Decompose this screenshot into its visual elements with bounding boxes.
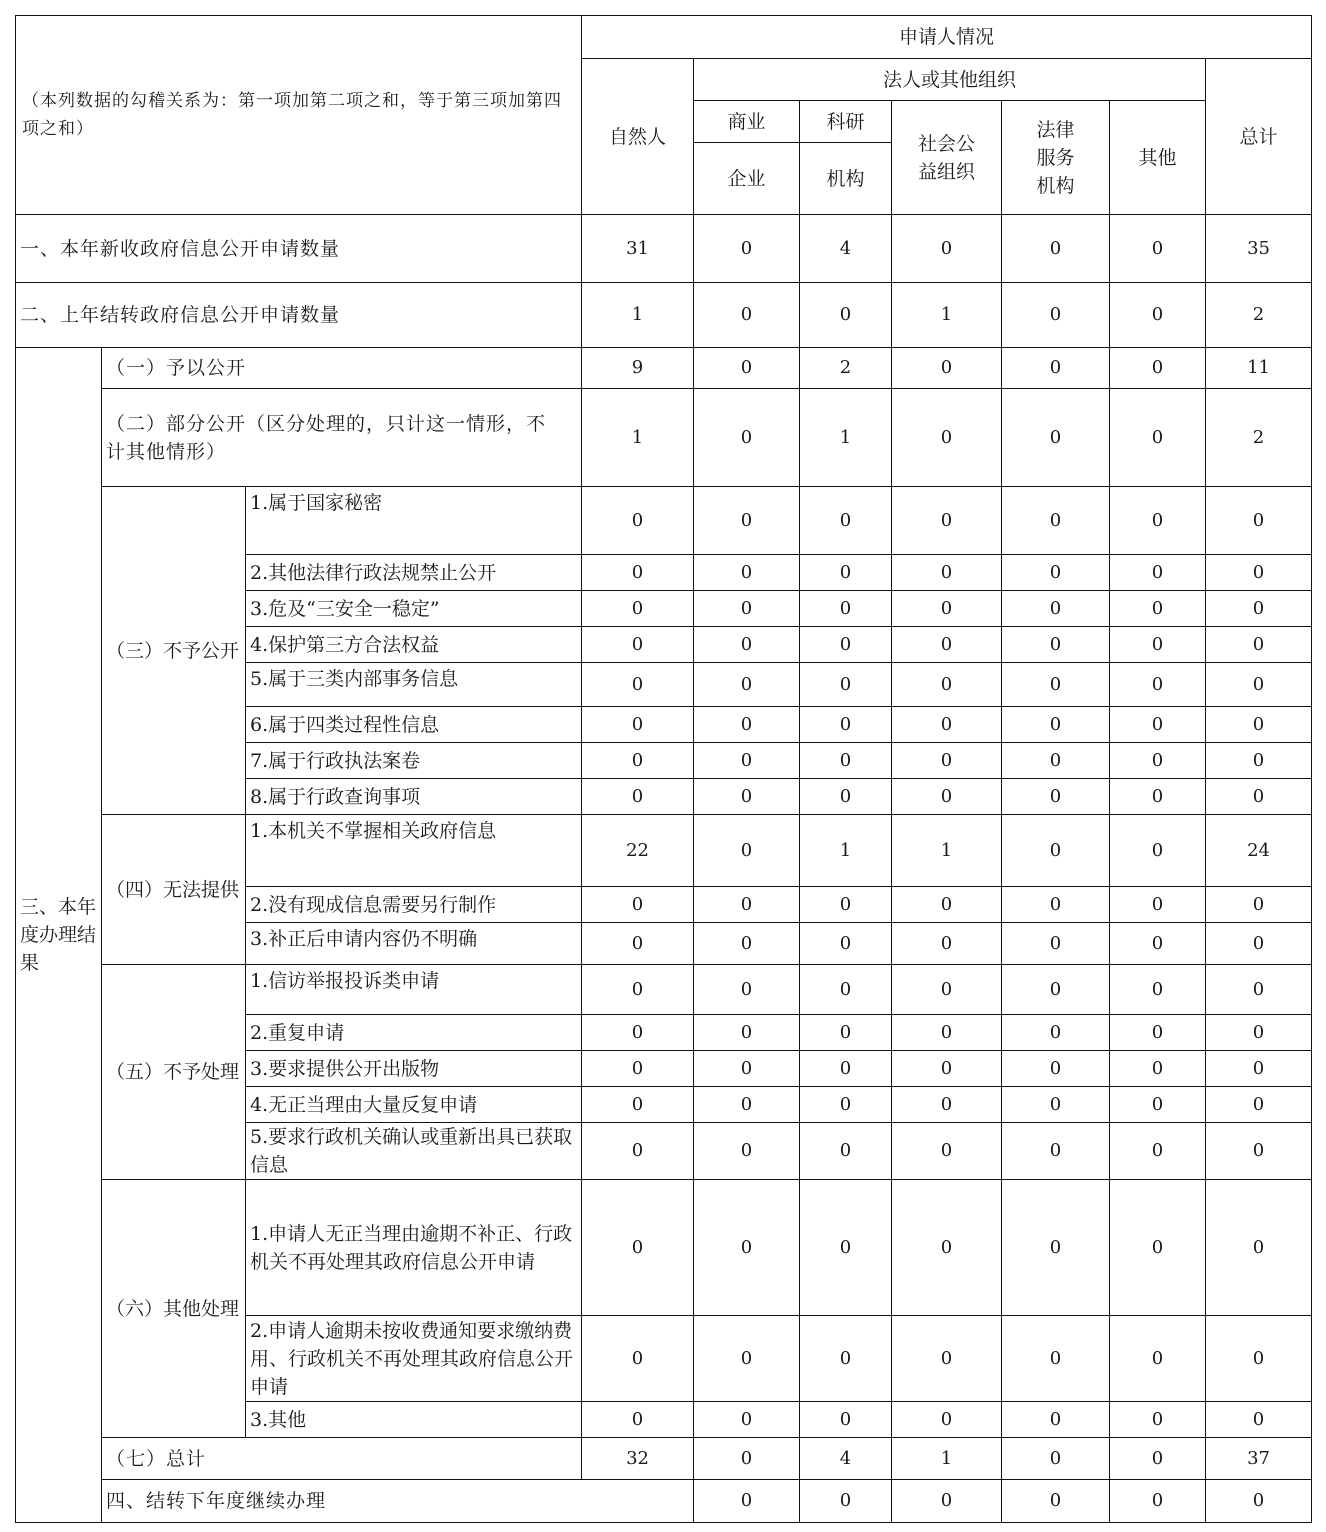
cell-value: 0 — [892, 923, 1002, 965]
cell-value: 0 — [582, 743, 694, 779]
cell-value: 0 — [892, 555, 1002, 591]
cell-value: 0 — [1206, 779, 1312, 815]
group3-label: （三）不予公开 — [102, 487, 246, 815]
cell-value: 0 — [800, 663, 892, 707]
cell-value: 0 — [694, 627, 800, 663]
cell-value: 0 — [694, 779, 800, 815]
cell-value: 0 — [1110, 1123, 1206, 1180]
cell-value: 0 — [1110, 743, 1206, 779]
table-row — [16, 815, 1312, 887]
group5-label: （五）不予处理 — [102, 965, 246, 1180]
cell-value: 0 — [582, 663, 694, 707]
cell-value: 0 — [1110, 965, 1206, 1015]
cell-value: 0 — [1110, 707, 1206, 743]
cell-value: 0 — [800, 591, 892, 627]
header-legal-or-other: 法人或其他组织 — [694, 59, 1206, 101]
cell-value: 0 — [1002, 1015, 1110, 1051]
cell-value: 0 — [892, 591, 1002, 627]
cell-value: 0 — [1206, 555, 1312, 591]
table-row — [16, 965, 1312, 1015]
cell-value: 0 — [694, 1015, 800, 1051]
cell-value: 0 — [1002, 555, 1110, 591]
cell-value: 4 — [800, 1438, 892, 1480]
cell-value: 32 — [582, 1438, 694, 1480]
cell-value: 2 — [1206, 389, 1312, 487]
cell-value: 0 — [1110, 555, 1206, 591]
cell-value: 0 — [1206, 591, 1312, 627]
cell-value: 0 — [800, 779, 892, 815]
cell-value: 0 — [1110, 283, 1206, 348]
disclosure-table — [15, 15, 1312, 1523]
cell-value: 0 — [892, 743, 1002, 779]
cell-value: 0 — [800, 627, 892, 663]
row-label: 3.其他 — [246, 1402, 582, 1438]
cell-value: 0 — [694, 389, 800, 487]
cell-value: 0 — [892, 1180, 1002, 1316]
cell-value: 0 — [800, 743, 892, 779]
cell-value: 0 — [892, 887, 1002, 923]
cell-value: 0 — [1002, 348, 1110, 389]
cell-value: 4 — [800, 215, 892, 283]
cell-value: 0 — [800, 1316, 892, 1402]
table-row — [16, 215, 1312, 283]
cell-value: 9 — [582, 348, 694, 389]
cell-value: 0 — [582, 487, 694, 555]
row-label: 2.重复申请 — [246, 1015, 582, 1051]
header-note: （本列数据的勾稽关系为：第一项加第二项之和，等于第三项加第四项之和） — [16, 16, 582, 215]
cell-value: 0 — [1110, 663, 1206, 707]
cell-value: 0 — [694, 1087, 800, 1123]
header-other: 其他 — [1110, 101, 1206, 215]
cell-value: 0 — [694, 923, 800, 965]
cell-value: 0 — [1206, 1180, 1312, 1316]
cell-value: 1 — [892, 283, 1002, 348]
cell-value: 0 — [582, 555, 694, 591]
section3-label: 三、本年度办理结果 — [16, 348, 102, 1523]
cell-value: 0 — [1002, 923, 1110, 965]
cell-value: 0 — [1002, 1051, 1110, 1087]
cell-value: 0 — [694, 1316, 800, 1402]
cell-value: 0 — [892, 663, 1002, 707]
header-commercial-top: 商业 — [694, 101, 800, 143]
row-label: 四、结转下年度继续办理 — [102, 1480, 694, 1523]
cell-value: 0 — [1002, 779, 1110, 815]
cell-value: 0 — [800, 1087, 892, 1123]
cell-value: 0 — [582, 1015, 694, 1051]
table-row — [16, 348, 1312, 389]
cell-value: 1 — [800, 389, 892, 487]
cell-value: 0 — [1110, 815, 1206, 887]
cell-value: 0 — [582, 707, 694, 743]
cell-value: 0 — [1206, 1402, 1312, 1438]
cell-value: 0 — [1110, 1180, 1206, 1316]
cell-value: 0 — [1110, 215, 1206, 283]
cell-value: 0 — [1206, 1316, 1312, 1402]
cell-value: 1 — [892, 815, 1002, 887]
cell-value: 0 — [694, 1123, 800, 1180]
cell-value: 0 — [1002, 815, 1110, 887]
row-label: 5.要求行政机关确认或重新出具已获取信息 — [246, 1123, 582, 1180]
cell-value: 24 — [1206, 815, 1312, 887]
cell-value: 0 — [1002, 487, 1110, 555]
cell-value: 0 — [694, 487, 800, 555]
cell-value: 0 — [582, 1123, 694, 1180]
cell-value: 0 — [892, 1015, 1002, 1051]
row-label: 1.申请人无正当理由逾期不补正、行政机关不再处理其政府信息公开申请 — [246, 1180, 582, 1316]
row-label: 1.本机关不掌握相关政府信息 — [246, 815, 582, 887]
row-label: 7.属于行政执法案卷 — [246, 743, 582, 779]
cell-value: 0 — [1206, 1051, 1312, 1087]
cell-value: 0 — [1002, 707, 1110, 743]
cell-value: 0 — [800, 1123, 892, 1180]
row-label: 3.补正后申请内容仍不明确 — [246, 923, 582, 965]
cell-value: 0 — [1110, 1015, 1206, 1051]
cell-value: 0 — [1206, 1123, 1312, 1180]
cell-value: 0 — [1110, 627, 1206, 663]
cell-value: 0 — [800, 283, 892, 348]
row-label: 2.申请人逾期未按收费通知要求缴纳费用、行政机关不再处理其政府信息公开申请 — [246, 1316, 582, 1402]
cell-value: 22 — [582, 815, 694, 887]
cell-value: 0 — [582, 1402, 694, 1438]
row-label: 1.属于国家秘密 — [246, 487, 582, 555]
table-row — [16, 389, 1312, 487]
cell-value: 0 — [1002, 743, 1110, 779]
cell-value: 0 — [582, 627, 694, 663]
header-research-bottom: 机构 — [800, 143, 892, 215]
row-label: 4.保护第三方合法权益 — [246, 627, 582, 663]
cell-value: 0 — [1002, 1180, 1110, 1316]
cell-value: 35 — [1206, 215, 1312, 283]
table-row — [16, 1480, 1312, 1523]
cell-value: 0 — [1110, 1438, 1206, 1480]
row-label: 8.属于行政查询事项 — [246, 779, 582, 815]
cell-value: 0 — [694, 283, 800, 348]
cell-value: 0 — [800, 1402, 892, 1438]
table-row — [16, 283, 1312, 348]
group6-label: （六）其他处理 — [102, 1180, 246, 1438]
table-row — [16, 487, 1312, 555]
cell-value: 31 — [582, 215, 694, 283]
header-applicant: 申请人情况 — [582, 16, 1312, 59]
cell-value: 37 — [1206, 1438, 1312, 1480]
cell-value: 0 — [1206, 627, 1312, 663]
cell-value: 0 — [694, 707, 800, 743]
cell-value: 0 — [1002, 283, 1110, 348]
cell-value: 0 — [582, 965, 694, 1015]
cell-value: 0 — [1002, 965, 1110, 1015]
cell-value: 0 — [1110, 1087, 1206, 1123]
cell-value: 2 — [1206, 283, 1312, 348]
cell-value: 0 — [582, 923, 694, 965]
cell-value: 0 — [1110, 887, 1206, 923]
cell-value: 0 — [1002, 389, 1110, 487]
header-total: 总计 — [1206, 59, 1312, 215]
header-social-welfare: 社会公益组织 — [892, 101, 1002, 215]
cell-value: 0 — [892, 389, 1002, 487]
cell-value: 0 — [694, 887, 800, 923]
cell-value: 0 — [694, 348, 800, 389]
cell-value: 0 — [1110, 1480, 1206, 1523]
cell-value: 0 — [1110, 389, 1206, 487]
cell-value: 0 — [582, 1180, 694, 1316]
row-label: 2.其他法律行政法规禁止公开 — [246, 555, 582, 591]
cell-value: 0 — [892, 627, 1002, 663]
cell-value: 0 — [800, 923, 892, 965]
cell-value: 0 — [1206, 487, 1312, 555]
row-label: 二、上年结转政府信息公开申请数量 — [16, 283, 582, 348]
cell-value: 0 — [892, 487, 1002, 555]
cell-value: 0 — [1002, 663, 1110, 707]
cell-value: 0 — [582, 1087, 694, 1123]
cell-value: 0 — [1002, 1402, 1110, 1438]
cell-value: 0 — [582, 779, 694, 815]
cell-value: 0 — [694, 1438, 800, 1480]
cell-value: 0 — [892, 1402, 1002, 1438]
cell-value: 0 — [892, 1316, 1002, 1402]
row-label: 5.属于三类内部事务信息 — [246, 663, 582, 707]
cell-value: 0 — [1002, 627, 1110, 663]
row-label: （七）总计 — [102, 1438, 582, 1480]
cell-value: 0 — [1002, 1123, 1110, 1180]
cell-value: 0 — [892, 1480, 1002, 1523]
cell-value: 0 — [892, 779, 1002, 815]
table-row — [16, 1438, 1312, 1480]
header-natural-person: 自然人 — [582, 59, 694, 215]
cell-value: 0 — [1110, 591, 1206, 627]
cell-value: 0 — [582, 1051, 694, 1087]
cell-value: 0 — [892, 965, 1002, 1015]
cell-value: 0 — [694, 1480, 800, 1523]
cell-value: 0 — [800, 1480, 892, 1523]
cell-value: 0 — [1002, 215, 1110, 283]
cell-value: 0 — [1002, 1438, 1110, 1480]
cell-value: 0 — [1110, 1402, 1206, 1438]
group4-label: （四）无法提供 — [102, 815, 246, 965]
cell-value: 0 — [1206, 663, 1312, 707]
cell-value: 0 — [1110, 487, 1206, 555]
cell-value: 0 — [800, 1051, 892, 1087]
cell-value: 0 — [1206, 1015, 1312, 1051]
cell-value: 0 — [694, 965, 800, 1015]
cell-value: 0 — [800, 555, 892, 591]
cell-value: 0 — [1206, 923, 1312, 965]
row-label: 1.信访举报投诉类申请 — [246, 965, 582, 1015]
cell-value: 0 — [694, 591, 800, 627]
cell-value: 0 — [582, 887, 694, 923]
row-label: 4.无正当理由大量反复申请 — [246, 1087, 582, 1123]
cell-value: 0 — [694, 215, 800, 283]
row-label: 3.要求提供公开出版物 — [246, 1051, 582, 1087]
cell-value: 2 — [800, 348, 892, 389]
cell-value: 0 — [800, 487, 892, 555]
header-commercial-bottom: 企业 — [694, 143, 800, 215]
cell-value: 0 — [694, 1180, 800, 1316]
header-legal-service: 法律服务机构 — [1002, 101, 1110, 215]
row-label: （二）部分公开（区分处理的，只计这一情形，不计其他情形） — [102, 389, 582, 487]
cell-value: 0 — [800, 965, 892, 1015]
header-research-top: 科研 — [800, 101, 892, 143]
cell-value: 0 — [1110, 348, 1206, 389]
row-label: 一、本年新收政府信息公开申请数量 — [16, 215, 582, 283]
cell-value: 0 — [892, 215, 1002, 283]
cell-value: 0 — [892, 348, 1002, 389]
cell-value: 0 — [694, 663, 800, 707]
row-label: 3.危及“三安全一稳定” — [246, 591, 582, 627]
row-label: 6.属于四类过程性信息 — [246, 707, 582, 743]
row-label: （一）予以公开 — [102, 348, 582, 389]
cell-value: 0 — [1002, 1087, 1110, 1123]
cell-value: 0 — [892, 1123, 1002, 1180]
cell-value: 0 — [800, 1015, 892, 1051]
cell-value: 0 — [892, 1051, 1002, 1087]
cell-value: 0 — [1206, 965, 1312, 1015]
cell-value: 0 — [1002, 1316, 1110, 1402]
cell-value: 0 — [1206, 887, 1312, 923]
row-label: 2.没有现成信息需要另行制作 — [246, 887, 582, 923]
cell-value: 0 — [1002, 887, 1110, 923]
table-row — [16, 1180, 1312, 1316]
cell-value: 0 — [694, 1402, 800, 1438]
cell-value: 0 — [1002, 591, 1110, 627]
cell-value: 0 — [800, 1180, 892, 1316]
cell-value: 0 — [582, 591, 694, 627]
cell-value: 0 — [1110, 1051, 1206, 1087]
cell-value: 0 — [892, 1087, 1002, 1123]
cell-value: 0 — [1206, 743, 1312, 779]
cell-value: 0 — [1110, 923, 1206, 965]
cell-value: 0 — [1206, 1087, 1312, 1123]
cell-value: 1 — [800, 815, 892, 887]
cell-value: 0 — [694, 743, 800, 779]
cell-value: 0 — [800, 887, 892, 923]
cell-value: 1 — [582, 389, 694, 487]
cell-value: 1 — [892, 1438, 1002, 1480]
cell-value: 0 — [1110, 1316, 1206, 1402]
cell-value: 0 — [1002, 1480, 1110, 1523]
cell-value: 0 — [1206, 707, 1312, 743]
cell-value: 11 — [1206, 348, 1312, 389]
cell-value: 0 — [892, 707, 1002, 743]
cell-value: 0 — [694, 815, 800, 887]
cell-value: 0 — [800, 707, 892, 743]
cell-value: 0 — [694, 555, 800, 591]
cell-value: 1 — [582, 283, 694, 348]
cell-value: 0 — [694, 1051, 800, 1087]
cell-value: 0 — [1206, 1480, 1312, 1523]
cell-value: 0 — [582, 1316, 694, 1402]
cell-value: 0 — [1110, 779, 1206, 815]
